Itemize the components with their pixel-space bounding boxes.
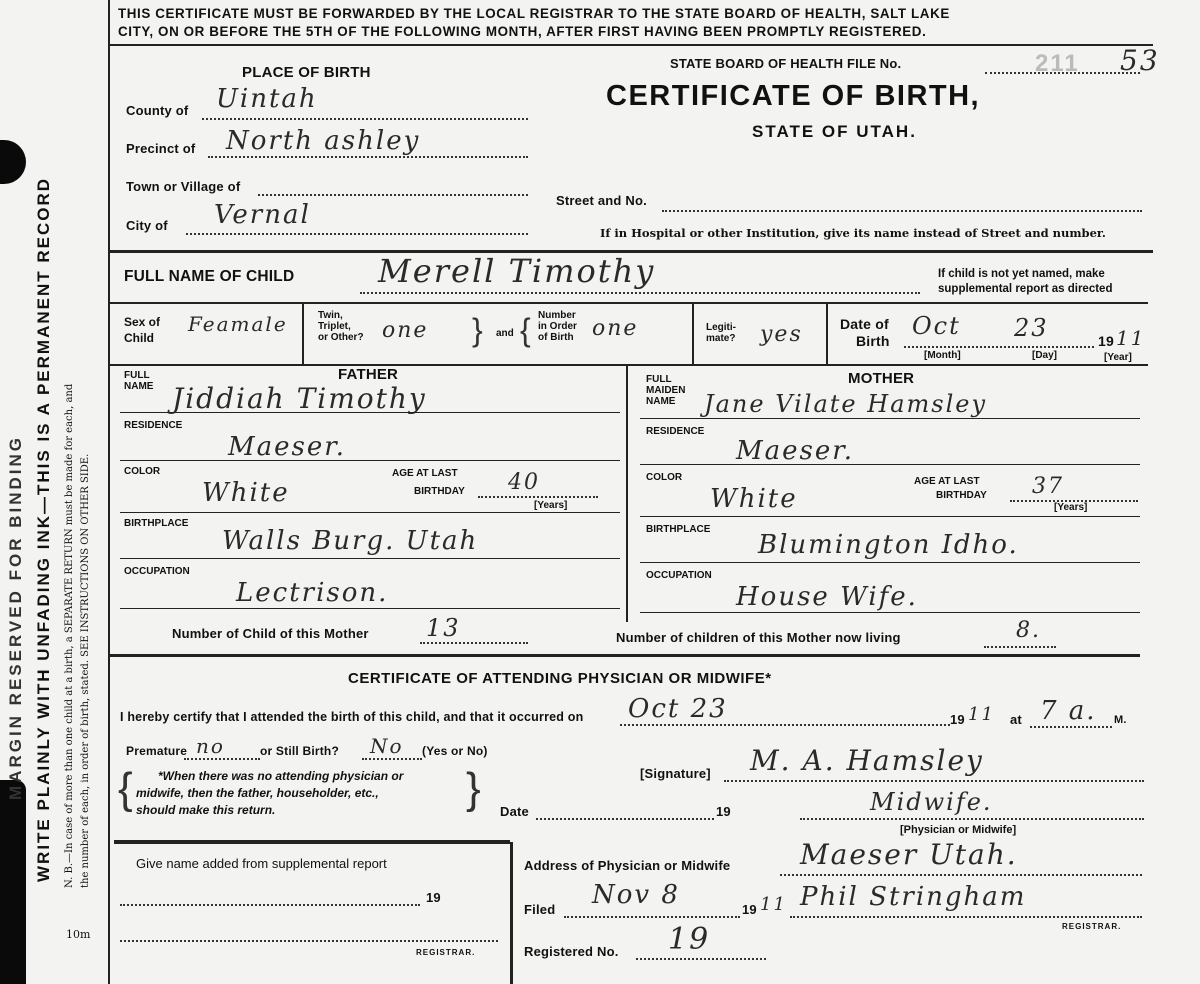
child-name-value: Merell Timothy: [378, 252, 656, 290]
supplemental-registrar-caption: REGISTRAR.: [416, 948, 476, 957]
father-birthplace-label: BIRTHPLACE: [124, 518, 189, 529]
filed-year-value: 11: [760, 894, 787, 915]
mother-birthplace-value: Blumington Idho.: [758, 530, 1019, 560]
mother-heading: MOTHER: [848, 370, 915, 387]
mother-color-label: COLOR: [646, 472, 683, 483]
birth-year-prefix: 19: [950, 712, 965, 727]
twin-value: one: [382, 318, 429, 343]
mother-residence-label: RESIDENCE: [646, 426, 705, 437]
father-residence-label: RESIDENCE: [124, 420, 183, 431]
physician-title-caption: [Physician or Midwife]: [900, 824, 1017, 836]
mother-years-caption: [Years]: [1054, 502, 1088, 513]
dob-year-prefix: 19: [1098, 333, 1114, 349]
birth-time-value: 7 a.: [1040, 696, 1097, 726]
father-age-value: 40: [508, 470, 540, 495]
dob-label2: Birth: [856, 333, 890, 349]
birth-time-suffix: M.: [1114, 714, 1127, 726]
father-age-label2: BIRTHDAY: [414, 486, 465, 497]
dob-year-caption: [Year]: [1104, 352, 1132, 363]
twin-label: Twin, Triplet, or Other?: [318, 310, 364, 343]
legit-value: yes: [760, 322, 803, 347]
still-birth-label: or Still Birth?: [260, 744, 339, 758]
county-value: Uintah: [216, 84, 318, 114]
father-residence-value: Maeser.: [228, 432, 347, 462]
notice-line1: THIS CERTIFICATE MUST BE FORWARDED BY THE LOCAL REGISTRAR TO THE STATE BOARD OF HEALTH, SALT LAKE: [118, 6, 950, 21]
dob-label1: Date of: [840, 316, 889, 332]
date-label: Date: [500, 804, 529, 819]
father-years-caption: [Years]: [534, 500, 568, 511]
hospital-note: If in Hospital or other Institution, give its name instead of Street and number.: [600, 226, 1106, 240]
county-label: County of: [126, 103, 189, 118]
registered-no-value: 19: [668, 922, 711, 957]
mother-occupation-label: OCCUPATION: [646, 570, 712, 581]
street-label: Street and No.: [556, 193, 647, 208]
order-label: Number in Order of Birth: [538, 310, 577, 343]
registrar-signature: Phil Stringham: [800, 882, 1027, 912]
file-no-value: 53: [1120, 44, 1160, 77]
place-heading: PLACE OF BIRTH: [242, 64, 371, 81]
father-birthplace-value: Walls Burg. Utah: [222, 526, 479, 556]
notice-rule: [108, 44, 1153, 46]
notice-line2: CITY, ON OR BEFORE THE 5TH OF THE FOLLOWING MONTH, AFTER FIRST HAVING BEEN PROMPTLY REGISTERED.: [118, 24, 927, 39]
registered-no-label: Registered No.: [524, 944, 619, 959]
registrar-caption: REGISTRAR.: [1062, 922, 1122, 931]
father-age-label1: AGE AT LAST: [392, 468, 458, 479]
father-occupation-label: OCCUPATION: [124, 566, 190, 577]
premature-value: no: [196, 734, 225, 758]
margin-ink-text: WRITE PLAINLY WITH UNFADING INK—THIS IS A PERMANENT RECORD: [34, 176, 53, 882]
sex-label: Sex of Child: [124, 315, 161, 345]
child-number-label: Number of Child of this Mother: [172, 626, 369, 641]
dob-month-caption: [Month]: [924, 350, 961, 361]
mother-name-value: Jane Vilate Hamsley: [704, 390, 988, 418]
father-name-label: FULL NAME: [124, 370, 154, 392]
mother-occupation-value: House Wife.: [736, 582, 918, 612]
form-left-border: [108, 0, 110, 984]
date-year-prefix: 19: [716, 804, 731, 819]
binding-hole: [0, 140, 26, 184]
physician-heading: CERTIFICATE OF ATTENDING PHYSICIAN OR MIDWIFE*: [348, 670, 772, 687]
mother-age-value: 37: [1032, 474, 1064, 499]
mother-age-label2: BIRTHDAY: [936, 490, 987, 501]
margin-binding-text: MARGIN RESERVED FOR BINDING: [6, 435, 25, 800]
legit-label: Legiti- mate?: [706, 322, 736, 344]
no-physician-note: *When there was no attending physician or midwife, then the father, householder, etc., should make this return.: [136, 769, 404, 817]
signature-label: [Signature]: [640, 766, 711, 781]
order-value: one: [592, 316, 639, 341]
father-occupation-value: Lectrison.: [236, 578, 389, 608]
dob-day-caption: [Day]: [1032, 350, 1058, 361]
margin-nb-line2: the number of each, in order of birth, stated. SEE INSTRUCTIONS ON OTHER SIDE.: [80, 453, 91, 888]
child-name-note2: supplemental report as directed: [938, 283, 1113, 295]
dob-month: Oct: [912, 312, 961, 340]
filed-label: Filed: [524, 902, 556, 917]
father-heading: FATHER: [338, 366, 399, 383]
birth-year-value: 11: [968, 704, 995, 725]
dob-day: 23: [1014, 314, 1049, 342]
at-label: at: [1010, 712, 1022, 727]
city-label: City of: [126, 218, 168, 233]
sex-value: Feamale: [188, 312, 288, 336]
mother-color-value: White: [710, 484, 798, 514]
address-label: Address of Physician or Midwife: [524, 858, 731, 873]
precinct-label: Precinct of: [126, 141, 196, 156]
filed-year-prefix: 19: [742, 902, 757, 917]
supplemental-label: Give name added from supplemental report: [136, 856, 387, 871]
address-value: Maeser Utah.: [800, 838, 1018, 871]
father-color-label: COLOR: [124, 466, 161, 477]
and-label: and: [496, 328, 514, 339]
mother-name-label: FULL MAIDEN NAME: [646, 374, 686, 407]
premature-label: Premature: [126, 744, 188, 758]
precinct-value: North ashley: [226, 126, 421, 156]
certify-label: I hereby certify that I attended the birth of this child, and that it occurred on: [120, 710, 584, 724]
physician-title-value: Midwife.: [870, 788, 993, 816]
filed-value: Nov 8: [592, 880, 680, 910]
signature-value: M. A. Hamsley: [750, 744, 984, 777]
child-number-value: 13: [426, 614, 461, 642]
father-name-value: Jiddiah Timothy: [172, 382, 427, 415]
file-no-label: STATE BOARD OF HEALTH FILE No.: [670, 56, 902, 71]
dob-year: 11: [1116, 326, 1146, 350]
town-label: Town or Village of: [126, 179, 241, 194]
torn-edge: [0, 780, 26, 984]
mother-residence-value: Maeser.: [736, 436, 855, 466]
father-color-value: White: [202, 478, 290, 508]
living-value: 8.: [1016, 618, 1041, 643]
print-code: 10m: [66, 928, 91, 941]
margin-nb-line1: N. B.—In case of more than one child at a birth, a SEPARATE RETURN must be made for each, and: [64, 383, 75, 888]
yes-no-label: (Yes or No): [422, 744, 488, 758]
certificate-title: CERTIFICATE OF BIRTH,: [606, 80, 981, 112]
mother-birthplace-label: BIRTHPLACE: [646, 524, 711, 535]
city-value: Vernal: [214, 200, 311, 230]
living-label: Number of children of this Mother now living: [616, 630, 901, 645]
birth-date-value: Oct 23: [628, 694, 728, 724]
child-name-label: FULL NAME OF CHILD: [124, 268, 295, 285]
file-no-stamp: 211: [1035, 50, 1080, 77]
child-name-note1: If child is not yet named, make: [938, 268, 1105, 280]
mother-age-label1: AGE AT LAST: [914, 476, 980, 487]
state-title: STATE OF UTAH.: [752, 122, 917, 141]
still-birth-value: No: [370, 734, 404, 758]
supplemental-year: 19: [426, 890, 441, 905]
